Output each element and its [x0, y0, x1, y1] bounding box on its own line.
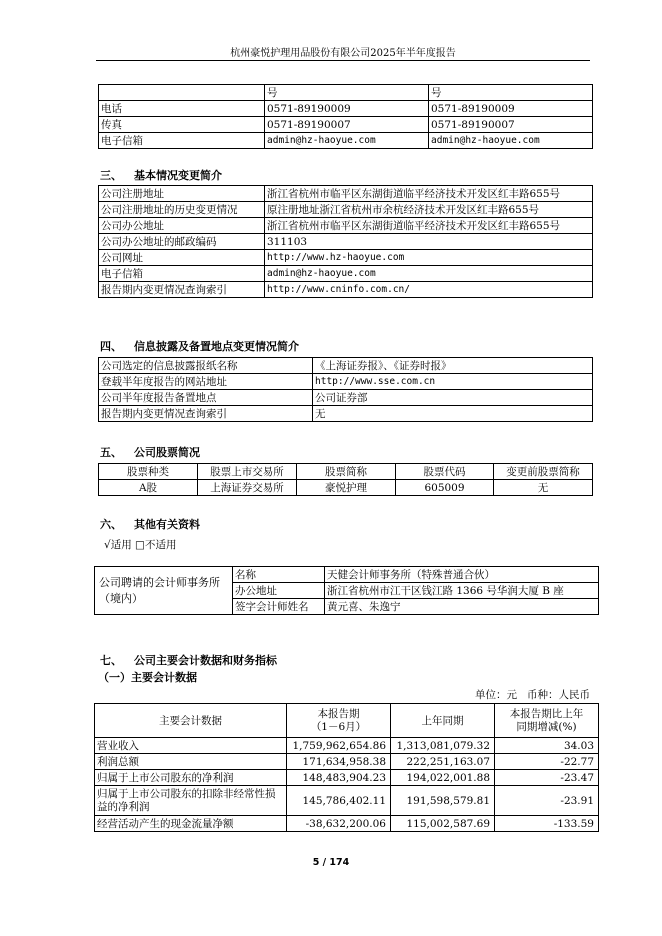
section5-table [98, 463, 593, 496]
section-number: 三、 [100, 169, 122, 182]
column-header: 本报告期比上年 同期增减(%) [495, 704, 599, 738]
table-cell: 222,251,163.07 [391, 754, 495, 770]
unit-note: 单位：元 币种：人民币 [474, 689, 590, 701]
table-header-row [95, 704, 599, 738]
table-cell: 报告期内变更情况查询索引 [99, 282, 265, 298]
table-cell: 145,786,402.11 [287, 786, 391, 816]
section7-subheading: （一）主要会计数据 [98, 671, 197, 684]
table-cell: http://www.cninfo.com.cn/ [265, 282, 593, 298]
contact-table [98, 84, 593, 149]
column-header: 本报告期 （1－6月） [287, 704, 391, 738]
column-header: 股票简称 [297, 464, 396, 480]
table-row [95, 738, 599, 754]
table-cell: 签字会计师姓名 [233, 599, 325, 615]
table-row [99, 250, 593, 266]
table-cell: 605009 [396, 480, 494, 496]
table-cell: 浙江省杭州市江干区钱江路 1366 号华润大厦 B 座 [325, 583, 599, 599]
section3-table [98, 185, 593, 298]
table-cell: admin@hz-haoyue.com [265, 266, 593, 282]
table-cell: 电子信箱 [99, 266, 265, 282]
table-cell: http://www.hz-haoyue.com [265, 250, 593, 266]
table-row [99, 218, 593, 234]
table-cell: 办公地址 [233, 583, 325, 599]
column-header: 股票代码 [396, 464, 494, 480]
table-row [99, 117, 593, 133]
table-cell: 归属于上市公司股东的扣除非经常性损益的净利润 [95, 786, 287, 816]
table-cell: 登载半年度报告的网站地址 [99, 374, 313, 390]
table-cell: 《上海证券报》、《证券时报》 [313, 358, 593, 374]
table-cell: A股 [99, 480, 198, 496]
table-row [95, 770, 599, 786]
table-cell: 公司证券部 [313, 390, 593, 406]
column-header: 上年同期 [391, 704, 495, 738]
section-title: 其他有关资料 [134, 518, 200, 531]
table-cell: 34.03 [495, 738, 599, 754]
table-row [99, 282, 593, 298]
table-cell: 0571-89190007 [265, 117, 429, 133]
table-cell: 148,483,904.23 [287, 770, 391, 786]
table-cell: 115,002,587.69 [391, 816, 495, 832]
section-title: 公司股票简况 [134, 446, 200, 459]
table-row [99, 406, 593, 422]
table-cell: 浙江省杭州市临平区东湖街道临平经济技术开发区红丰路655号 [265, 186, 593, 202]
table-row [99, 266, 593, 282]
table-row [99, 85, 593, 101]
table-cell: -38,632,200.06 [287, 816, 391, 832]
table-row [95, 786, 599, 816]
table-cell: 传真 [99, 117, 265, 133]
table-cell: 黄元喜、朱逸宁 [325, 599, 599, 615]
header-rule [96, 60, 590, 61]
table-row [95, 816, 599, 832]
section3-heading [100, 167, 222, 183]
table-cell: 号 [429, 85, 593, 101]
table-cell: 电话 [99, 101, 265, 117]
table-cell: 报告期内变更情况查询索引 [99, 406, 313, 422]
table-cell: 0571-89190009 [265, 101, 429, 117]
table-cell: 无 [313, 406, 593, 422]
table-row [99, 480, 593, 496]
table-cell: 公司选定的信息披露报纸名称 [99, 358, 313, 374]
table-cell: 311103 [265, 234, 593, 250]
table-row [99, 186, 593, 202]
accounting-data-table [94, 703, 599, 832]
table-cell: http://www.sse.com.cn [313, 374, 593, 390]
table-cell: -22.77 [495, 754, 599, 770]
section-title: 公司主要会计数据和财务指标 [134, 654, 277, 667]
page-number: 5 / 174 [312, 857, 350, 868]
column-header: 主要会计数据 [95, 704, 287, 738]
table-cell: 原注册地址浙江省杭州市余杭经济技术开发区红丰路655号 [265, 202, 593, 218]
table-cell: 利润总额 [95, 754, 287, 770]
table-cell: 号 [265, 85, 429, 101]
table-cell: 上海证券交易所 [198, 480, 297, 496]
table-cell: -23.91 [495, 786, 599, 816]
table-cell: 公司注册地址的历史变更情况 [99, 202, 265, 218]
table-cell: 191,598,579.81 [391, 786, 495, 816]
table-cell: 浙江省杭州市临平区东湖街道临平经济技术开发区红丰路655号 [265, 218, 593, 234]
table-cell: -23.47 [495, 770, 599, 786]
table-cell: 天健会计师事务所（特殊普通合伙） [325, 567, 599, 583]
table-cell: 公司聘请的会计师事务所（境内） [95, 567, 233, 615]
table-cell: admin@hz-haoyue.com [429, 133, 593, 149]
section-number: 五、 [100, 446, 122, 459]
table-cell: 营业收入 [95, 738, 287, 754]
table-cell: 电子信箱 [99, 133, 265, 149]
section6-heading [100, 516, 200, 532]
table-cell: 0571-89190007 [429, 117, 593, 133]
table-row [99, 234, 593, 250]
table-row [99, 390, 593, 406]
section6-table [94, 566, 599, 615]
section-number: 七、 [100, 654, 122, 667]
table-cell: 公司注册地址 [99, 186, 265, 202]
column-header: 股票种类 [99, 464, 198, 480]
column-header: 股票上市交易所 [198, 464, 297, 480]
table-cell: 1,313,081,079.32 [391, 738, 495, 754]
table-cell: 经营活动产生的现金流量净额 [95, 816, 287, 832]
table-cell: 194,022,001.88 [391, 770, 495, 786]
column-header: 变更前股票简称 [494, 464, 593, 480]
table-cell: 豪悦护理 [297, 480, 396, 496]
table-header-row [99, 464, 593, 480]
table-cell: 名称 [233, 567, 325, 583]
table-cell: 公司网址 [99, 250, 265, 266]
section-title: 信息披露及备置地点变更情况简介 [134, 340, 299, 353]
table-cell: 公司半年度报告备置地点 [99, 390, 313, 406]
table-cell: -133.59 [495, 816, 599, 832]
table-row [99, 133, 593, 149]
applicable-checkbox-note: √适用 □不适用 [104, 539, 177, 551]
section-title: 基本情况变更简介 [134, 169, 222, 182]
table-row [99, 202, 593, 218]
table-row [99, 374, 593, 390]
table-row [95, 567, 599, 583]
table-cell: 公司办公地址 [99, 218, 265, 234]
page-header: 杭州豪悦护理用品股份有限公司2025年半年度报告 [230, 48, 456, 59]
table-row [95, 754, 599, 770]
section4-heading [100, 338, 299, 354]
table-row [99, 101, 593, 117]
table-cell: 171,634,958.38 [287, 754, 391, 770]
table-cell: admin@hz-haoyue.com [265, 133, 429, 149]
section7-heading [100, 652, 277, 668]
table-cell: 1,759,962,654.86 [287, 738, 391, 754]
table-cell: 0571-89190009 [429, 101, 593, 117]
section-number: 四、 [100, 340, 122, 353]
section5-heading [100, 444, 200, 460]
section-number: 六、 [100, 518, 122, 531]
table-cell [99, 85, 265, 101]
table-cell: 归属于上市公司股东的净利润 [95, 770, 287, 786]
table-cell: 公司办公地址的邮政编码 [99, 234, 265, 250]
table-cell: 无 [494, 480, 593, 496]
table-row [99, 358, 593, 374]
section4-table [98, 357, 593, 422]
